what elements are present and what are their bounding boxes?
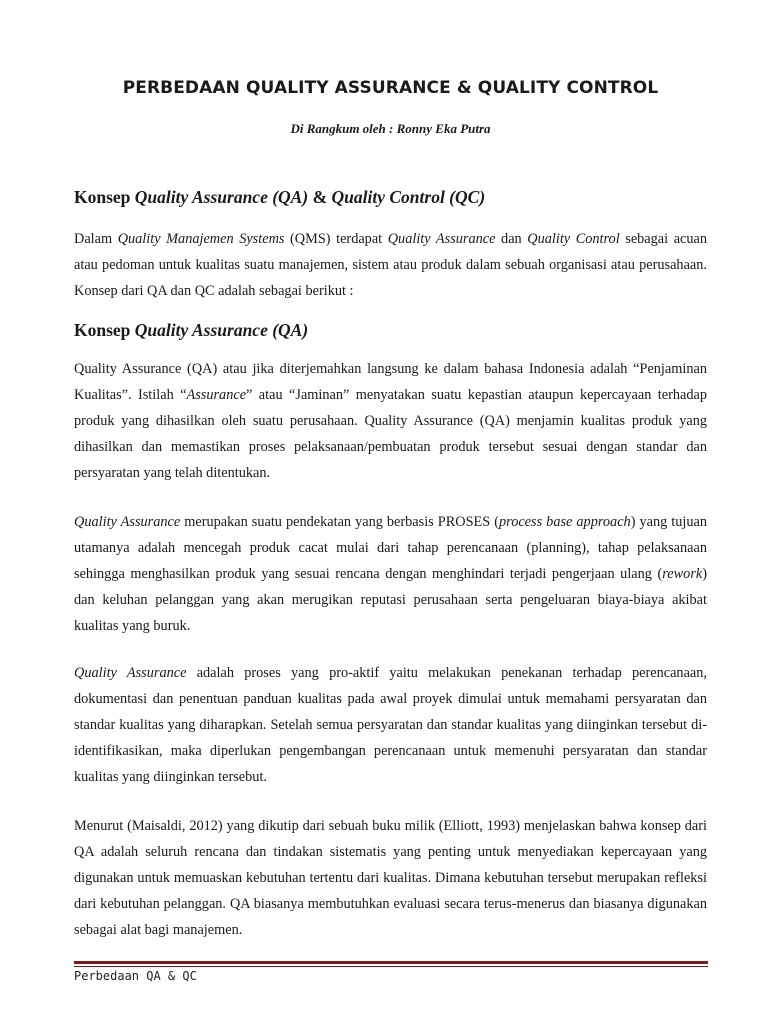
text-run: adalah proses yang pro-aktif yaitu melakukan penekanan terhadap perencanaan, dokumentasi dan penentuan panduan kualitas pada awal proyek dimulai untuk memahami persyaratan dan standar kualitas yang diharapkan. Setelah semua persyaratan dan standar kualitas yang diinginkan tersebut di-identifikasikan, maka diperlukan pengembangan perencanaan untuk memenuhi persyaratan dan standar kualitas yang diinginkan tersebut.: [74, 665, 707, 785]
heading-text: Konsep: [74, 187, 135, 207]
text-run-italic: Quality Assurance: [74, 514, 181, 530]
text-run: dan: [495, 231, 528, 247]
document-subtitle: Di Rangkum oleh : Ronny Eka Putra: [290, 121, 491, 136]
text-run-italic: Quality Manajemen Systems: [117, 231, 285, 247]
heading-italic: Quality Assurance (QA): [134, 187, 309, 207]
section-heading-qa: [74, 320, 308, 341]
paragraph-qa-approach: [74, 509, 707, 639]
footer-rule-thin: [74, 966, 708, 967]
heading-text: &: [308, 187, 332, 207]
text-run-italic: rework: [662, 566, 703, 582]
text-run: Dalam: [74, 231, 118, 247]
text-run-italic: process base approach: [499, 514, 631, 530]
paragraph-qa-reference: Menurut (Maisaldi, 2012) yang dikutip dari sebuah buku milik (Elliott, 1993) menjelaskan bahwa konsep dari QA adalah seluruh rencana dan tindakan sistematis yang penting untuk menyediakan kepercayaan yang digunakan untuk memuaskan kebutuhan tertentu dari kualitas. Dimana kebutuhan tersebut merupakan refleksi dari kebutuhan pelanggan. QA biasanya membutuhkan evaluasi secara terus-menerus dan biasanya digunakan sebagai alat bagi manajemen.: [74, 818, 707, 938]
text-run: (QMS) terdapat: [284, 231, 388, 247]
text-run-italic: Quality Assurance: [74, 665, 187, 681]
text-run: ” atau “Jaminan” menyatakan suatu kepastian ataupun kepercayaan terhadap produk yang dihasilkan oleh suatu perusahaan. Quality Assurance (QA) menjamin kualitas produk yang dihasilkan dan memastikan proses pelaksanaan/pembuatan produk tersebut sesuai dengan standar dan persyaratan yang telah ditentukan.: [74, 387, 707, 481]
section-heading-qa-qc: [74, 187, 485, 208]
footer-rule-thick: [74, 961, 708, 964]
text-run-italic: Quality Assurance: [387, 231, 496, 247]
document-title: PERBEDAAN QUALITY ASSURANCE & QUALITY CONTROL: [122, 78, 659, 98]
text-run-italic: Assurance: [186, 387, 247, 403]
paragraph-intro: [74, 226, 707, 304]
heading-italic: Quality Assurance (QA): [134, 320, 309, 340]
paragraph-qa-proactive: [74, 660, 707, 790]
text-run: ) dan keluhan pelanggan yang akan merugikan reputasi perusahaan serta pengeluaran biaya-biaya akibat kualitas yang buruk.: [74, 566, 707, 634]
text-run: merupakan suatu pendekatan yang berbasis PROSES (: [180, 514, 500, 530]
text-run-italic: Quality Control: [527, 231, 620, 247]
footer-text: Perbedaan QA & QC: [74, 969, 197, 983]
paragraph-qa-definition: [74, 356, 707, 486]
text-run: sebagai acuan atau pedoman untuk kualitas suatu manajemen, sistem atau produk dalam sebuah organisasi atau perusahaan. Konsep dari QA dan QC adalah sebagai berikut :: [74, 231, 708, 299]
heading-italic: Quality Control (QC): [331, 187, 486, 207]
heading-text: Konsep: [74, 320, 135, 340]
text-run: Quality Assurance (QA) atau jika diterjemahkan langsung ke dalam bahasa Indonesia adalah “Penjaminan Kualitas”. Istilah “: [74, 361, 707, 403]
text-run: ) yang tujuan utamanya adalah mencegah produk cacat mulai dari tahap perencanaan (planning), tahap pelaksanaan sehingga menghasilkan produk yang sesuai rencana dengan menghindari terjadi pengerjaan ulang (: [74, 514, 708, 582]
